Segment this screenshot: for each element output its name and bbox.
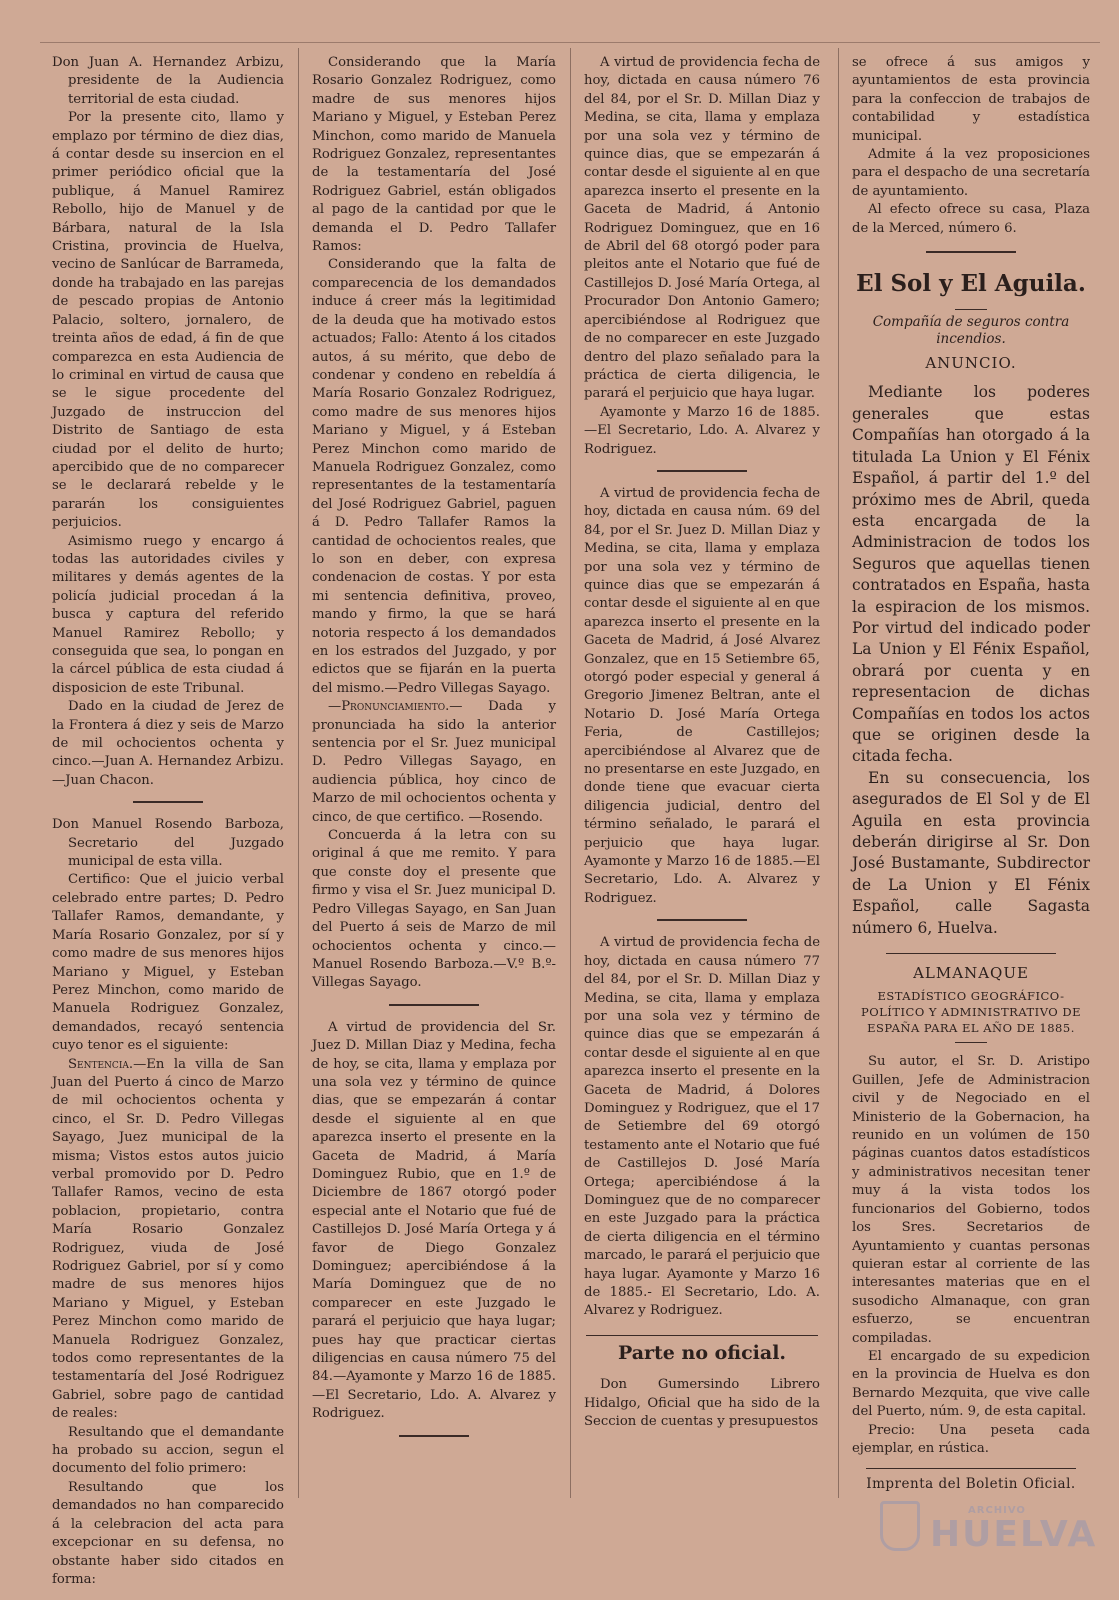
separator: [657, 470, 747, 472]
notice-paragraph: Don Gumersindo Librero Hidalgo, Oficial que ha sido de la Seccion de cuentas y presupuestos: [584, 1377, 820, 1430]
almanaque-subheading: ESTADÍSTICO GEOGRÁFICO-POLÍTICO Y ADMINISTRATIVO DE ESPAÑA PARA EL AÑO DE 1885.: [860, 989, 1082, 1036]
column-divider: [570, 48, 571, 1498]
separator: [866, 1468, 1076, 1469]
edict-paragraph: Por la presente cito, llamo y emplazo por término de diez dias, á contar desde su insercion en el primer periódico oficial que la publique, á Manuel Ramirez Rebollo, hijo de Manuel y de Bárbara, natural de la Isla Cristina, provincia de Huelva, vecino de Sanlúcar de Barrameda, donde ha trabajado en las parejas de pescado propias de Antonio Palacio, soltero, jornalero, de treinta años de edad, á fin de que comparezca en esta Audiencia de lo criminal en virtud de causa que se le sigue procedente del Juzgado de instruccion del Distrito de Santiago de esta ciudad por el delito de hurto; apercibido que de no comparecer se le declarará rebelde y le pararán los consiguientes perjuicios.: [52, 110, 284, 531]
column-3: [584, 54, 820, 1431]
separator: [955, 1042, 987, 1043]
sentence-paragraph: Sentencia.—En la villa de San Juan del Puerto á cinco de Marzo de mil ochocientos ochenta y cinco, el Sr. D. Pedro Villegas Sayago, Juez municipal de la misma; Vistos estos autos juicio verbal promovido por D. Pedro Tallafer Ramos, vecino de esta poblacion, propietario, contra María Rosario Gonzalez Rodriguez, viuda de José Rodriguez Gabriel, por sí y como madre de sus menores hijos Mariano y Miguel, y Esteban Perez Minchon como marido de Manuela Rodriguez Gonzalez, todos como representantes de la testamentaría del José Rodriguez Gabriel, sobre pago de cantidad de reales:: [52, 1056, 284, 1422]
announcement-paragraph: Mediante los poderes generales que estas Compañías han otorgado á la titulada La Union y El Fénix Español, á partir del 1.º del próximo mes de Abril, queda esta encargada de la Administracion de todos los Seguros que aquellas tienen contratados en España, hasta la espiracion de los mismos. Por virtud del indicado poder La Union y El Fénix Español, obrará por cuenta y en representacion de dichas Compañías en todos los actos que se originen desde la citada fecha.: [852, 383, 1090, 766]
notice-paragraph: Admite á la vez proposiciones para el despacho de una secretaría de ayuntamiento.: [852, 147, 1090, 199]
concordance-paragraph: Concuerda á la letra con su original á que me remito. Y para que conste doy el presente que firmo y visa el Sr. Juez municipal D. Pedro Villegas Sayago, en San Juan del Puerto á seis de Marzo de mil ochocientos ochenta y cinco.—Manuel Rosendo Barboza.—V.º B.º-Villegas Sayago.: [312, 828, 556, 991]
sentence-paragraph: Resultando que los demandados no han comparecido á la celebracion del acta para excepcionar en su defensa, no obstante haber sido citados en forma:: [52, 1479, 284, 1587]
company-title: El Sol y El Aguila.: [856, 270, 1086, 298]
column-4: [852, 54, 1090, 1494]
almanaque-paragraph: Su autor, el Sr. D. Aristipo Guillen, Jefe de Administracion civil y de Negociado en el Ministerio de la Gobernacion, ha reunido en un volúmen de 150 páginas cuantos datos estadísticos y administrativos necesitan tener muy á la vista todos los funcionarios del Gobierno, todos los Sres. Secretarios de Ayuntamiento y cuantas personas quieran estar al corriente de las interesantes materias que en el susodicho Almanaque, con gran esfuerzo, se encuentran compiladas.: [852, 1054, 1090, 1346]
column-divider: [838, 48, 839, 1498]
almanaque-paragraph: Precio: Una peseta cada ejemplar, en rústica.: [852, 1422, 1090, 1456]
edict-paragraph: A virtud de providencia fecha de hoy, dictada en causa número 77 del 84, por el Sr. D. Millan Diaz y Medina, se cita, llama y emplaza por una sola vez y término de quince dias que se empezarán á contar desde el siguiente al en que aparezca inserto el presente en la Gaceta de Madrid, á Dolores Dominguez y Rodriguez, que el 17 de Setiembre del 69 otorgó testamento ante el Notario que fué de Castillejos D. José María Ortega; apercibiéndose á la Dominguez que de no comparecer en este Juzgado para la práctica de cierta diligencia en el término marcado, le parará el perjuicio que haya lugar. Ayamonte y Marzo 16 de 1885.- El Secretario, Ldo. A. Alvarez y Rodriguez.: [584, 935, 820, 1319]
edict-paragraph: Asimismo ruego y encargo á todas las autoridades civiles y militares y demás agentes de la policía judicial procedan á la busca y captura del referido Manuel Ramirez Rebollo; y conseguida que sea, lo pongan en la cárcel pública de esta ciudad á disposicion de este Tribunal.: [52, 533, 284, 696]
top-rule: [40, 42, 1100, 43]
separator: [133, 801, 203, 803]
notice-paragraph: se ofrece á sus amigos y ayuntamientos de esta provincia para la confeccion de trabajos de contabilidad y estadística municipal.: [852, 55, 1090, 144]
announcement-paragraph: En su consecuencia, los asegurados de El Sol y de El Aguila en esta provincia deberán dirigirse al Sr. Don José Bustamante, Subdirector de La Union y El Fénix Español, calle Sagasta número 6, Huelva.: [852, 768, 1090, 937]
separator: [657, 919, 747, 921]
edict-header: Don Juan A. Hernandez Arbizu, presidente de la Audiencia territorial de esta ciudad.: [52, 55, 284, 107]
company-subtitle: Compañía de seguros contra incendios.: [872, 314, 1070, 348]
edict-paragraph: A virtud de providencia fecha de hoy, dictada en causa número 76 del 84, por el Sr. D. Millan Diaz y Medina, se cita, llama y emplaza por una sola vez y término de quince dias, que se empezarán á contar desde el siguiente al en que aparezca inserto el presente en la Gaceta de Madrid, á Antonio Rodriguez Dominguez, que en 16 de Abril del 68 otorgó poder para pleitos ante el Notario que fué de Castillejos D. José María Ortega, al Procurador Don Antonio Gamero; apercibiéndose al Rodriguez que de no comparecer en este Juzgado dentro del plazo señalado para la práctica de cierta diligencia, le parará el perjuicio que haya lugar.: [584, 55, 820, 402]
printer-imprint: Imprenta del Boletin Oficial.: [866, 1476, 1076, 1493]
parte-no-oficial-heading: Parte no oficial.: [617, 1341, 787, 1364]
pronouncement-paragraph: —Pronunciamiento.— Dada y pronunciada ha sido la anterior sentencia por el Sr. Juez municipal D. Pedro Villegas Sayago, en audiencia pública, hoy cinco de Marzo de mil ochocientos ochenta y cinco, de que certifico. —Rosendo.: [312, 699, 556, 825]
column-2: [312, 54, 556, 1450]
pronouncement-lead: —Pronunciamiento.: [328, 699, 450, 715]
announcement-body: [852, 382, 1090, 939]
separator: [586, 1335, 818, 1336]
column-1: [52, 54, 284, 1589]
edict-paragraph: A virtud de providencia del Sr. Juez D. Millan Diaz y Medina, fecha de hoy, se cita, llama y emplaza por una sola vez y término de quince dias, que se empezarán á contar desde el siguiente al en que aparezca inserto el presente en la Gaceta de Madrid, á María Dominguez Rubio, que en 1.º de Diciembre de 1867 otorgó poder especial ante el Notario que fué de Castillejos D. José María Ortega y á favor de Diego Gonzalez Dominguez; apercibiéndose á la María Dominguez que de no comparecer en este Juzgado le parará el perjuicio que haya lugar; pues hay que practicar ciertas diligencias en causa número 75 del 84.—Ayamonte y Marzo 16 de 1885.—El Secretario, Ldo. A. Alvarez y Rodriguez.: [312, 1019, 556, 1422]
almanaque-heading: ALMANAQUE: [913, 964, 1029, 983]
separator: [955, 309, 987, 310]
archive-watermark: ARCHIVO HUELVA: [930, 1505, 1095, 1565]
sentence-paragraph: Considerando que la María Rosario Gonzalez Rodriguez, como madre de sus menores hijos Mariano y Miguel, y Esteban Perez Minchon, como marido de Manuela Rodriguez Gonzalez, representantes de la testamentaría del José Rodriguez Gabriel, están obligados al pago de la cantidad por que le demanda el D. Pedro Tallafer Ramos:: [312, 55, 556, 255]
edict-signature: Dado en la ciudad de Jerez de la Frontera á diez y seis de Marzo de mil ochocientos ochenta y cinco.—Juan A. Hernandez Arbizu.—Juan Chacon.: [52, 699, 284, 788]
column-divider: [298, 48, 299, 1498]
secretary-header: Don Manuel Rosendo Barboza, Secretario del Juzgado municipal de esta villa.: [52, 817, 284, 870]
separator: [886, 953, 1056, 954]
sentence-lead: Sentencia.: [68, 1056, 134, 1072]
sentence-paragraph: Considerando que la falta de comparecencia de los demandados induce á creer más la legitimidad de la deuda que ha motivado estos actuados; Fallo: Atento á los citados autos, á su mérito, que debo de condenar y condeno en rebeldía á María Rosario Gonzalez Rodriguez, como madre de sus menores hijos Mariano y Miguel, y á Esteban Perez Minchon como marido de Manuela Rodriguez Gonzalez, como representantes de la testamentaría del José Rodriguez Gabriel, paguen á D. Pedro Tallafer Ramos la cantidad de ochocientos reales, que lo son en deber, con expresa condenacion de costas. Y por esta mi sentencia definitiva, proveo, mando y firmo, la que se hará notoria respecto á los demandados en los estrados del Juzgado, y por edictos que se fijarán en la puerta del mismo.—Pedro Villegas Sayago.: [312, 257, 556, 696]
certificate-paragraph: Certifico: Que el juicio verbal celebrado entre partes; D. Pedro Tallafer Ramos, demandante, y María Rosario Gonzalez, por sí y como madre de sus menores hijos Mariano y Miguel, y Esteban Perez Minchon, como marido de Manuela Rodriguez Gonzalez, demandados, recayó sentencia cuyo tenor es el siguiente:: [52, 872, 284, 1054]
anuncio-heading: ANUNCIO.: [925, 354, 1017, 373]
edict-paragraph: A virtud de providencia fecha de hoy, dictada en causa núm. 69 del 84, por el Sr. Juez D. Millan Diaz y Medina, se cita, llama y emplaza por una sola vez y término de quince dias que se empezarán á contar desde el siguiente al en que aparezca inserto el presente en la Gaceta de Madrid, á José Alvarez Gonzalez, que en 15 Setiembre 65, otorgó poder especial y general á Gregorio Jimenez Beltran, ante el Notario D. José María Ortega Feria, de Castillejos; apercibiéndose al Alvarez que de no presentarse en este Juzgado, en donde tiene que evacuar cierta diligencia judicial, dentro del término señalado, le parará el perjuicio que haya lugar. Ayamonte y Marzo 16 de 1885.—El Secretario, Ldo. A. Alvarez y Rodriguez.: [584, 485, 820, 906]
edict-signature: Ayamonte y Marzo 16 de 1885.—El Secretario, Ldo. A. Alvarez y Rodriguez.: [584, 404, 820, 457]
notice-paragraph: Al efecto ofrece su casa, Plaza de la Merced, número 6.: [852, 202, 1090, 236]
shield-icon: [880, 1501, 920, 1551]
separator: [389, 1004, 479, 1006]
sentence-paragraph: Resultando que el demandante ha probado su accion, segun el documento del folio primero:: [52, 1424, 284, 1477]
separator: [926, 251, 1016, 253]
separator: [399, 1435, 469, 1437]
almanaque-paragraph: El encargado de su expedicion en la provincia de Huelva es don Bernardo Mezquita, que vive calle del Puerto, núm. 9, de esta capital.: [852, 1348, 1090, 1420]
